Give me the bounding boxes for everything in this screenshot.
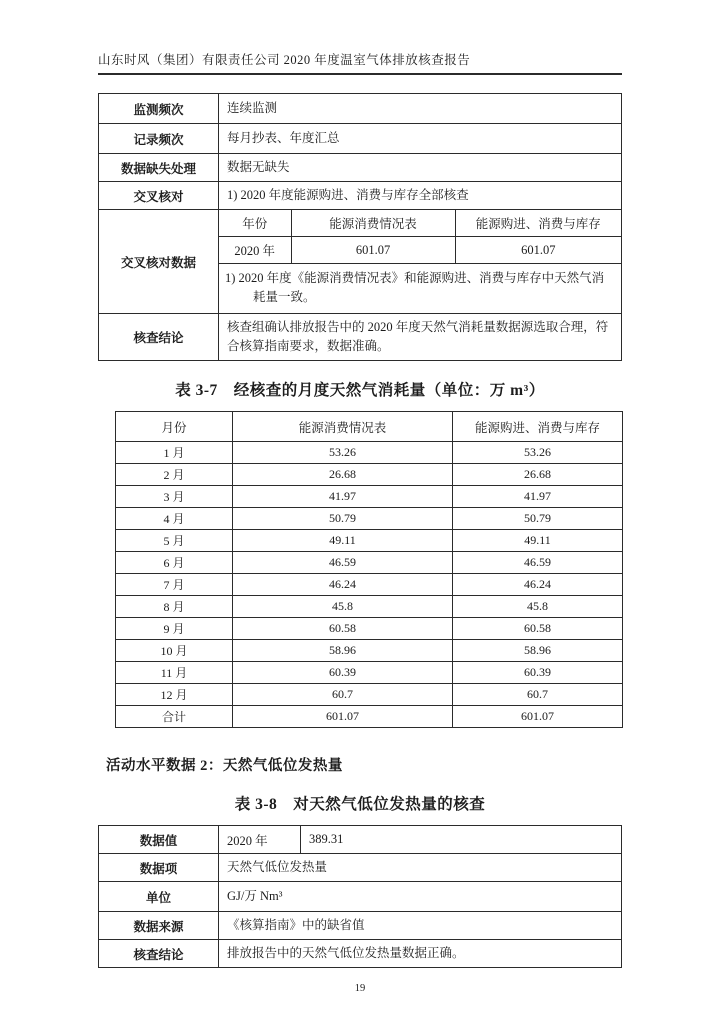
value-cell: 389.31 bbox=[301, 826, 622, 854]
consumption-cell: 60.39 bbox=[233, 662, 453, 684]
month-cell: 11 月 bbox=[116, 662, 233, 684]
row-value: 连续监测 bbox=[219, 94, 622, 124]
subtable-year-cell: 2020 年 bbox=[219, 237, 291, 264]
row-label: 交叉核对 bbox=[99, 182, 219, 210]
subtable-purchase-cell: 601.07 bbox=[455, 237, 621, 264]
monthly-consumption-table bbox=[115, 411, 623, 728]
total-label-cell: 合计 bbox=[116, 706, 233, 728]
consumption-cell: 26.68 bbox=[233, 464, 453, 486]
table-row bbox=[99, 182, 622, 210]
month-cell: 7 月 bbox=[116, 574, 233, 596]
purchase-cell: 60.39 bbox=[453, 662, 623, 684]
cross-check-note: 1) 2020 年度《能源消费情况表》和能源购进、消费与库存中天然气消耗量一致。 bbox=[225, 271, 605, 304]
row-value: 核查组确认排放报告中的 2020 年度天然气消耗量数据源选取合理，符合核算指南要求，数据准确。 bbox=[219, 314, 622, 361]
month-cell: 12 月 bbox=[116, 684, 233, 706]
table-row-data-value bbox=[99, 826, 622, 854]
subtable-data-row bbox=[219, 237, 621, 264]
table-row bbox=[116, 574, 623, 596]
row-value: 1) 2020 年度能源购进、消费与库存全部核查 bbox=[219, 182, 622, 210]
consumption-cell: 60.7 bbox=[233, 684, 453, 706]
subtable-note-row bbox=[219, 264, 621, 314]
table-row bbox=[116, 596, 623, 618]
purchase-cell: 45.8 bbox=[453, 596, 623, 618]
purchase-cell: 41.97 bbox=[453, 486, 623, 508]
report-header bbox=[98, 0, 622, 75]
row-label: 数据缺失处理 bbox=[99, 154, 219, 182]
year-cell: 2020 年 bbox=[219, 826, 301, 854]
purchase-cell: 58.96 bbox=[453, 640, 623, 662]
header-month: 月份 bbox=[116, 412, 233, 442]
table-3-8-caption: 表 3-8 对天然气低位发热量的核查 bbox=[234, 796, 486, 813]
purchase-cell: 60.58 bbox=[453, 618, 623, 640]
header-consumption: 能源消费情况表 bbox=[233, 412, 453, 442]
row-label: 记录频次 bbox=[99, 124, 219, 154]
table-row bbox=[99, 124, 622, 154]
table-row bbox=[116, 508, 623, 530]
table-row bbox=[116, 640, 623, 662]
row-label: 核查结论 bbox=[99, 314, 219, 361]
month-cell: 6 月 bbox=[116, 552, 233, 574]
purchase-cell: 46.59 bbox=[453, 552, 623, 574]
consumption-cell: 53.26 bbox=[233, 442, 453, 464]
table-row-unit bbox=[99, 882, 622, 912]
month-cell: 5 月 bbox=[116, 530, 233, 552]
verification-table bbox=[98, 93, 622, 361]
table-row bbox=[99, 154, 622, 182]
row-value: GJ/万 Nm³ bbox=[219, 882, 622, 912]
table-row bbox=[116, 530, 623, 552]
consumption-cell: 49.11 bbox=[233, 530, 453, 552]
total-purchase-cell: 601.07 bbox=[453, 706, 623, 728]
row-value: 《核算指南》中的缺省值 bbox=[219, 912, 622, 940]
consumption-cell: 41.97 bbox=[233, 486, 453, 508]
table-row bbox=[116, 662, 623, 684]
purchase-cell: 49.11 bbox=[453, 530, 623, 552]
row-label: 单位 bbox=[99, 882, 219, 912]
row-value: 数据无缺失 bbox=[219, 154, 622, 182]
page-content bbox=[98, 0, 622, 996]
month-cell: 3 月 bbox=[116, 486, 233, 508]
page-number: 19 bbox=[354, 983, 366, 994]
table-row bbox=[116, 442, 623, 464]
purchase-cell: 46.24 bbox=[453, 574, 623, 596]
table-header-row bbox=[116, 412, 623, 442]
report-header-title: 山东时风（集团）有限责任公司 2020 年度温室气体排放核查报告 bbox=[98, 50, 622, 75]
consumption-cell: 58.96 bbox=[233, 640, 453, 662]
purchase-cell: 60.7 bbox=[453, 684, 623, 706]
month-cell: 1 月 bbox=[116, 442, 233, 464]
subtable-header-consumption: 能源消费情况表 bbox=[291, 210, 455, 237]
consumption-cell: 50.79 bbox=[233, 508, 453, 530]
table-row-data-item bbox=[99, 854, 622, 882]
month-cell: 8 月 bbox=[116, 596, 233, 618]
purchase-cell: 50.79 bbox=[453, 508, 623, 530]
month-cell: 10 月 bbox=[116, 640, 233, 662]
purchase-cell: 26.68 bbox=[453, 464, 623, 486]
table-row bbox=[116, 552, 623, 574]
subtable-header-purchase: 能源购进、消费与库存 bbox=[455, 210, 621, 237]
consumption-cell: 45.8 bbox=[233, 596, 453, 618]
cross-check-data-cell bbox=[219, 210, 622, 314]
row-value: 每月抄表、年度汇总 bbox=[219, 124, 622, 154]
month-cell: 4 月 bbox=[116, 508, 233, 530]
row-label: 数据项 bbox=[99, 854, 219, 882]
table-row-cross-check-data bbox=[99, 210, 622, 314]
row-value: 排放报告中的天然气低位发热量数据正确。 bbox=[219, 940, 622, 968]
row-value: 天然气低位发热量 bbox=[219, 854, 622, 882]
header-purchase: 能源购进、消费与库存 bbox=[453, 412, 623, 442]
total-consumption-cell: 601.07 bbox=[233, 706, 453, 728]
table-row-conclusion bbox=[99, 940, 622, 968]
table-row bbox=[116, 486, 623, 508]
row-label: 交叉核对数据 bbox=[99, 210, 219, 314]
month-cell: 2 月 bbox=[116, 464, 233, 486]
row-label: 核查结论 bbox=[99, 940, 219, 968]
table-row bbox=[116, 618, 623, 640]
page-footer bbox=[98, 978, 622, 996]
row-label: 数据值 bbox=[99, 826, 219, 854]
table-row-data-source bbox=[99, 912, 622, 940]
row-label: 数据来源 bbox=[99, 912, 219, 940]
row-label: 监测频次 bbox=[99, 94, 219, 124]
table-3-7-caption: 表 3-7 经核查的月度天然气消耗量（单位：万 m³） bbox=[175, 382, 545, 399]
cross-check-subtable bbox=[219, 210, 621, 313]
consumption-cell: 46.59 bbox=[233, 552, 453, 574]
table-row bbox=[116, 684, 623, 706]
table-row-total bbox=[116, 706, 623, 728]
table-row bbox=[116, 464, 623, 486]
purchase-cell: 53.26 bbox=[453, 442, 623, 464]
table-row bbox=[99, 94, 622, 124]
table-row-conclusion bbox=[99, 314, 622, 361]
heating-value-table bbox=[98, 825, 622, 968]
month-cell: 9 月 bbox=[116, 618, 233, 640]
subtable-header-row bbox=[219, 210, 621, 237]
section-heading-activity-data-2: 活动水平数据 2：天然气低位发热量 bbox=[106, 758, 343, 774]
consumption-cell: 60.58 bbox=[233, 618, 453, 640]
subtable-header-year: 年份 bbox=[219, 210, 291, 237]
consumption-cell: 46.24 bbox=[233, 574, 453, 596]
subtable-consumption-cell: 601.07 bbox=[291, 237, 455, 264]
